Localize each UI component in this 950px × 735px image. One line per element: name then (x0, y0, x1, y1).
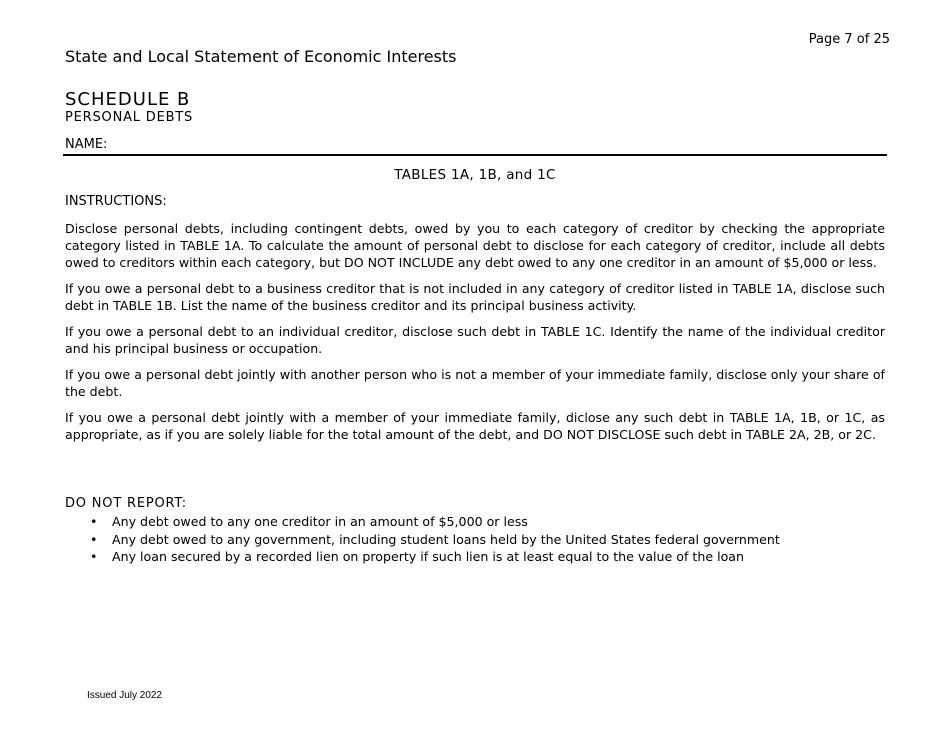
name-underline (63, 154, 887, 156)
form-title: State and Local Statement of Economic Interests (65, 47, 457, 66)
instruction-paragraph: Disclose personal debts, including contingent debts, owed by you to each category of creditor by checking the appropriate category listed in TABLE 1A. To calculate the amount of personal debt to disclose for each category of creditor, include all debts owed to creditors within each category, but DO NOT INCLUDE any debt owed to any one creditor in an amount of $5,000 or less. (65, 221, 885, 270)
bullet-icon: • (90, 549, 98, 564)
do-not-report-list (65, 513, 885, 566)
instructions-label: INSTRUCTIONS: (65, 194, 167, 209)
list-item-text: Any debt owed to any one creditor in an amount of $5,000 or less (112, 514, 528, 529)
instruction-paragraph: If you owe a personal debt to a business creditor that is not included in any category of creditor listed in TABLE 1A, disclose such debt in TABLE 1B. List the name of the business creditor and its principal business activity. (65, 281, 885, 313)
issued-date: Issued July 2022 (87, 690, 163, 701)
do-not-report-label: DO NOT REPORT: (65, 496, 187, 511)
instructions-body (65, 220, 885, 452)
schedule-title: SCHEDULE B (65, 89, 191, 110)
bullet-icon: • (90, 514, 98, 529)
list-item (65, 531, 885, 549)
page-number: Page 7 of 25 (808, 32, 890, 47)
instruction-paragraph: If you owe a personal debt to an individual creditor, disclose such debt in TABLE 1C. Identify the name of the individual creditor and his principal business or occupation. (65, 324, 885, 356)
name-label: NAME: (65, 137, 108, 152)
list-item-text: Any loan secured by a recorded lien on property if such lien is at least equal to the value of the loan (112, 549, 744, 564)
bullet-icon: • (90, 531, 98, 547)
list-item (65, 513, 885, 531)
list-item-text: Any debt owed to any government, including student loans held by the United States federal government (112, 531, 780, 547)
tables-heading: TABLES 1A, 1B, and 1C (394, 167, 556, 183)
schedule-subtitle: PERSONAL DEBTS (65, 110, 194, 125)
instruction-paragraph: If you owe a personal debt jointly with a member of your immediate family, diclose any such debt in TABLE 1A, 1B, or 1C, as appropriate, as if you are solely liable for the total amount of the debt, and DO NOT DISCLOSE such debt in TABLE 2A, 2B, or 2C. (65, 410, 885, 442)
instruction-paragraph: If you owe a personal debt jointly with another person who is not a member of your immediate family, disclose only your share of the debt. (65, 367, 885, 399)
list-item (65, 548, 885, 566)
